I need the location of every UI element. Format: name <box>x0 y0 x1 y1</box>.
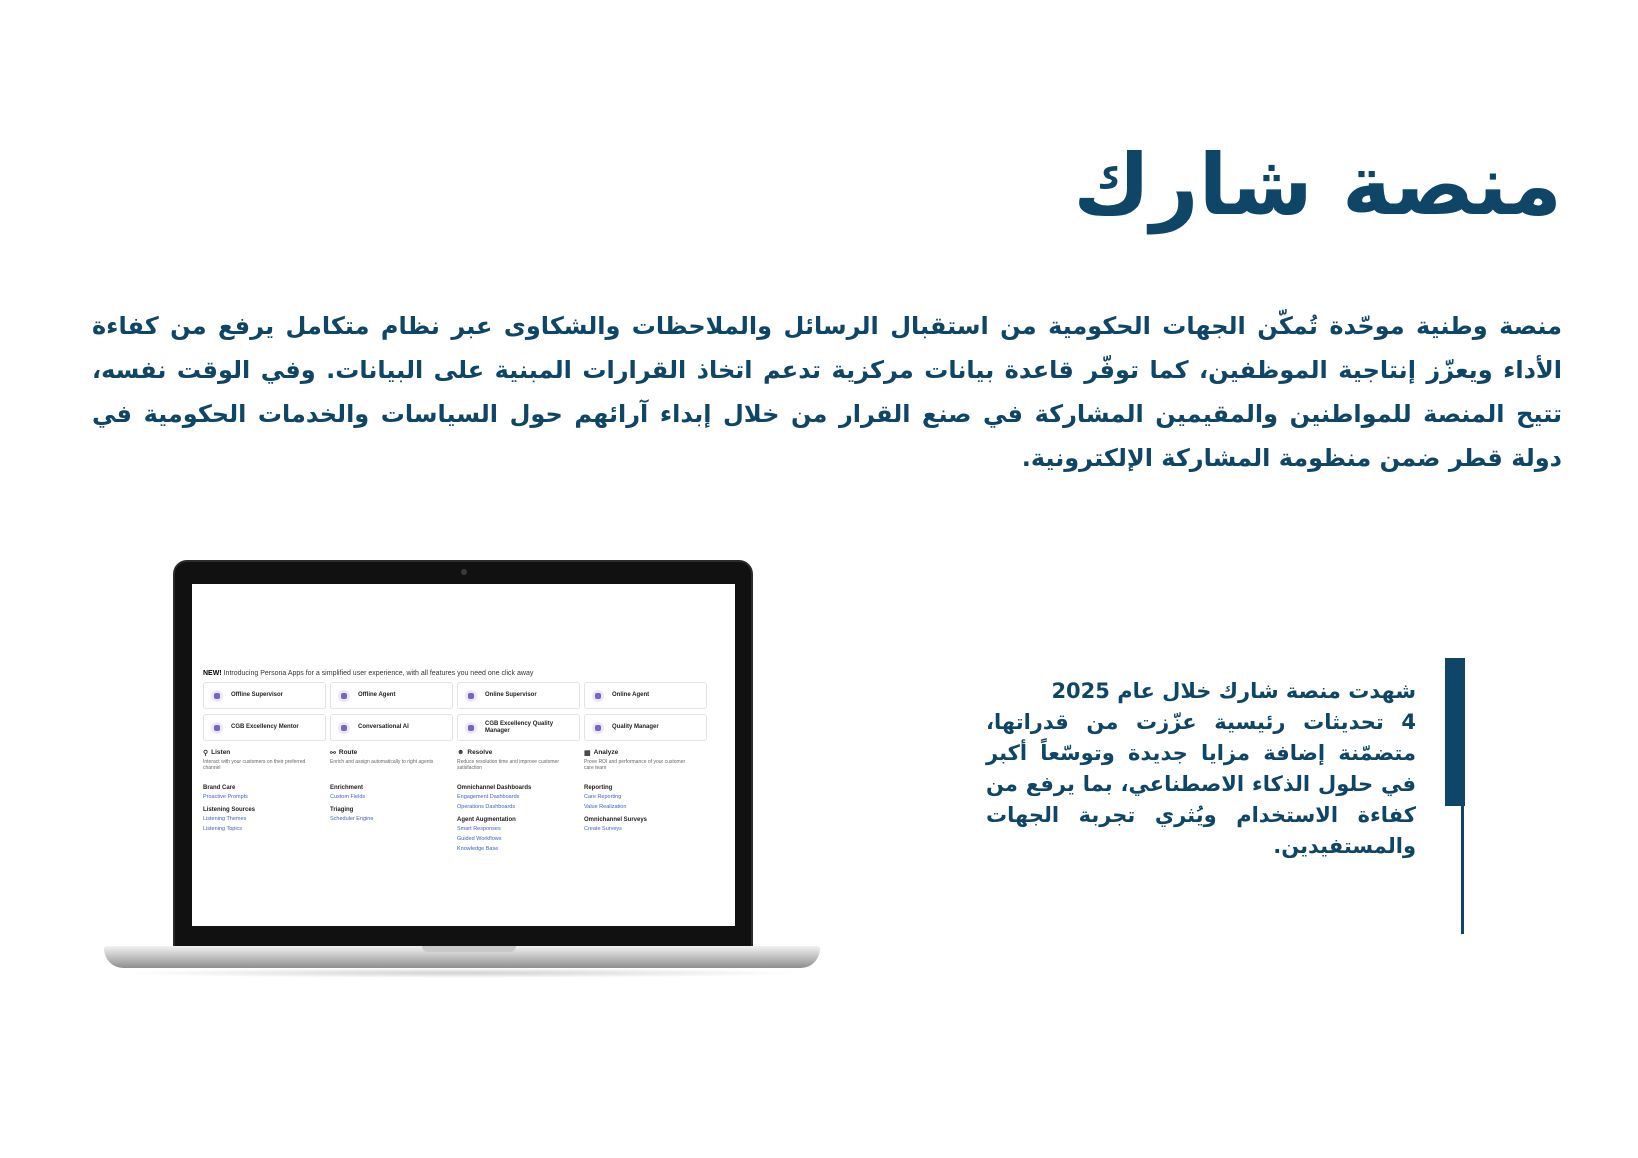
nav-link[interactable]: Custom Fields <box>330 794 366 800</box>
banner-text: Introducing Persona Apps for a simplified user experience, with all features you need one click away <box>221 670 534 677</box>
nav-link[interactable]: Scheduler Engine <box>330 816 374 822</box>
update-note <box>986 676 1416 862</box>
app-tile[interactable] <box>203 682 326 709</box>
group-title: Enrichment <box>330 785 364 791</box>
group-title: Agent Augmentation <box>457 817 516 823</box>
nav-link[interactable]: Listening Topics <box>203 826 243 832</box>
app-label: Online Supervisor <box>485 692 537 698</box>
feature-columns <box>203 748 711 854</box>
resolve-icon: ☻ <box>457 749 465 756</box>
nav-link[interactable]: Listening Themes <box>203 816 247 822</box>
column-title: Resolve <box>467 749 493 756</box>
app-tile[interactable] <box>330 714 453 741</box>
column-title: Route <box>338 749 358 756</box>
laptop-notch <box>422 946 516 952</box>
app-tile[interactable] <box>330 682 453 709</box>
persona-apps <box>203 682 711 741</box>
laptop-base <box>104 946 820 968</box>
column-desc: Interact with your customers on their preferred channel <box>203 759 306 771</box>
group-title: Reporting <box>584 785 613 791</box>
laptop-mockup <box>98 560 824 980</box>
app-label: Quality Manager <box>612 724 659 730</box>
listen-icon: ⚲ <box>203 749 209 757</box>
group-title: Brand Care <box>203 785 236 791</box>
update-note-heading: شهدت منصة شارك خلال عام 2025 <box>1051 679 1416 703</box>
column-desc: Reduce resolution time and improve customer satisfaction <box>457 759 559 771</box>
user-icon <box>338 690 350 702</box>
user-icon <box>211 722 223 734</box>
user-icon <box>592 722 604 734</box>
laptop-screen <box>192 584 735 926</box>
analyze-icon: ▦ <box>584 749 591 757</box>
user-icon <box>465 722 477 734</box>
user-icon <box>211 690 223 702</box>
column-resolve <box>457 748 584 854</box>
nav-link[interactable]: Value Realization <box>584 804 627 810</box>
banner-new-label: NEW! <box>203 670 222 677</box>
group-title: Listening Sources <box>203 807 256 813</box>
app-tile[interactable] <box>584 682 707 709</box>
group-title: Omnichannel Surveys <box>584 817 648 823</box>
column-listen <box>203 748 330 854</box>
nav-link[interactable]: Care Reporting <box>584 794 622 800</box>
user-icon <box>465 690 477 702</box>
route-icon: ⚯ <box>330 749 336 757</box>
nav-link[interactable]: Smart Responses <box>457 826 501 832</box>
app-label: Conversational AI <box>358 724 409 730</box>
nav-link[interactable]: Operations Dashboards <box>457 804 516 810</box>
app-label: Offline Supervisor <box>231 692 284 698</box>
accent-line <box>1461 658 1464 934</box>
column-analyze <box>584 748 711 854</box>
nav-link[interactable]: Proactive Prompts <box>203 794 248 800</box>
app-tile[interactable] <box>457 714 580 741</box>
nav-link[interactable]: Create Surveys <box>584 826 622 832</box>
nav-link[interactable]: Knowledge Base <box>457 846 499 852</box>
column-title: Listen <box>211 749 231 756</box>
nav-link[interactable]: Engagement Dashboards <box>457 794 520 800</box>
group-title: Omnichannel Dashboards <box>457 785 532 791</box>
ai-icon <box>338 722 350 734</box>
app-tile[interactable] <box>584 714 707 741</box>
laptop-lid <box>173 560 753 948</box>
app-label: Online Agent <box>612 692 650 698</box>
column-desc: Enrich and assign automatically to right agents <box>330 759 434 765</box>
user-icon <box>592 690 604 702</box>
nav-link[interactable]: Guided Workflows <box>457 836 502 842</box>
laptop-shadow <box>118 968 806 978</box>
app-tile[interactable] <box>457 682 580 709</box>
update-note-body: 4 تحديثات رئيسية عزّزت من قدراتها، متضمّنة إضافة مزايا جديدة وتوسّعاً أكبر في حلول الذكاء الاصطناعي، بما يرفع من كفاءة الاستخدام ويُثري تجربة الجهات والمستفيدين. <box>986 710 1416 858</box>
group-title: Triaging <box>330 807 354 813</box>
column-route <box>330 748 457 854</box>
intro-paragraph: منصة وطنية موحّدة تُمكّن الجهات الحكومية من استقبال الرسائل والملاحظات والشكاوى عبر نظام متكامل يرفع من كفاءة الأداء ويعزّز إنتاجية الموظفين، كما توفّر قاعدة بيانات مركزية تدعم اتخاذ القرارات المبنية على البيانات. وفي الوقت نفسه، تتيح المنصة للمواطنين والمقيمين المشاركة في صنع القرار من خلال إبداء آرائهم حول السياسات والخدمات الحكومية في دولة قطر ضمن منظومة المشاركة الإلكترونية. <box>92 312 1562 472</box>
column-title: Analyze <box>593 749 619 756</box>
app-label: CGB Excellency Quality Manager <box>485 720 554 734</box>
app-tile[interactable] <box>203 714 326 741</box>
page-title: منصة شارك <box>1073 136 1562 234</box>
app-label: Offline Agent <box>358 692 396 698</box>
camera-icon <box>461 569 467 575</box>
app-label: CGB Excellency Mentor <box>231 724 299 730</box>
column-desc: Prove ROI and performance of your customer care team <box>584 759 686 771</box>
persona-banner <box>203 670 723 677</box>
